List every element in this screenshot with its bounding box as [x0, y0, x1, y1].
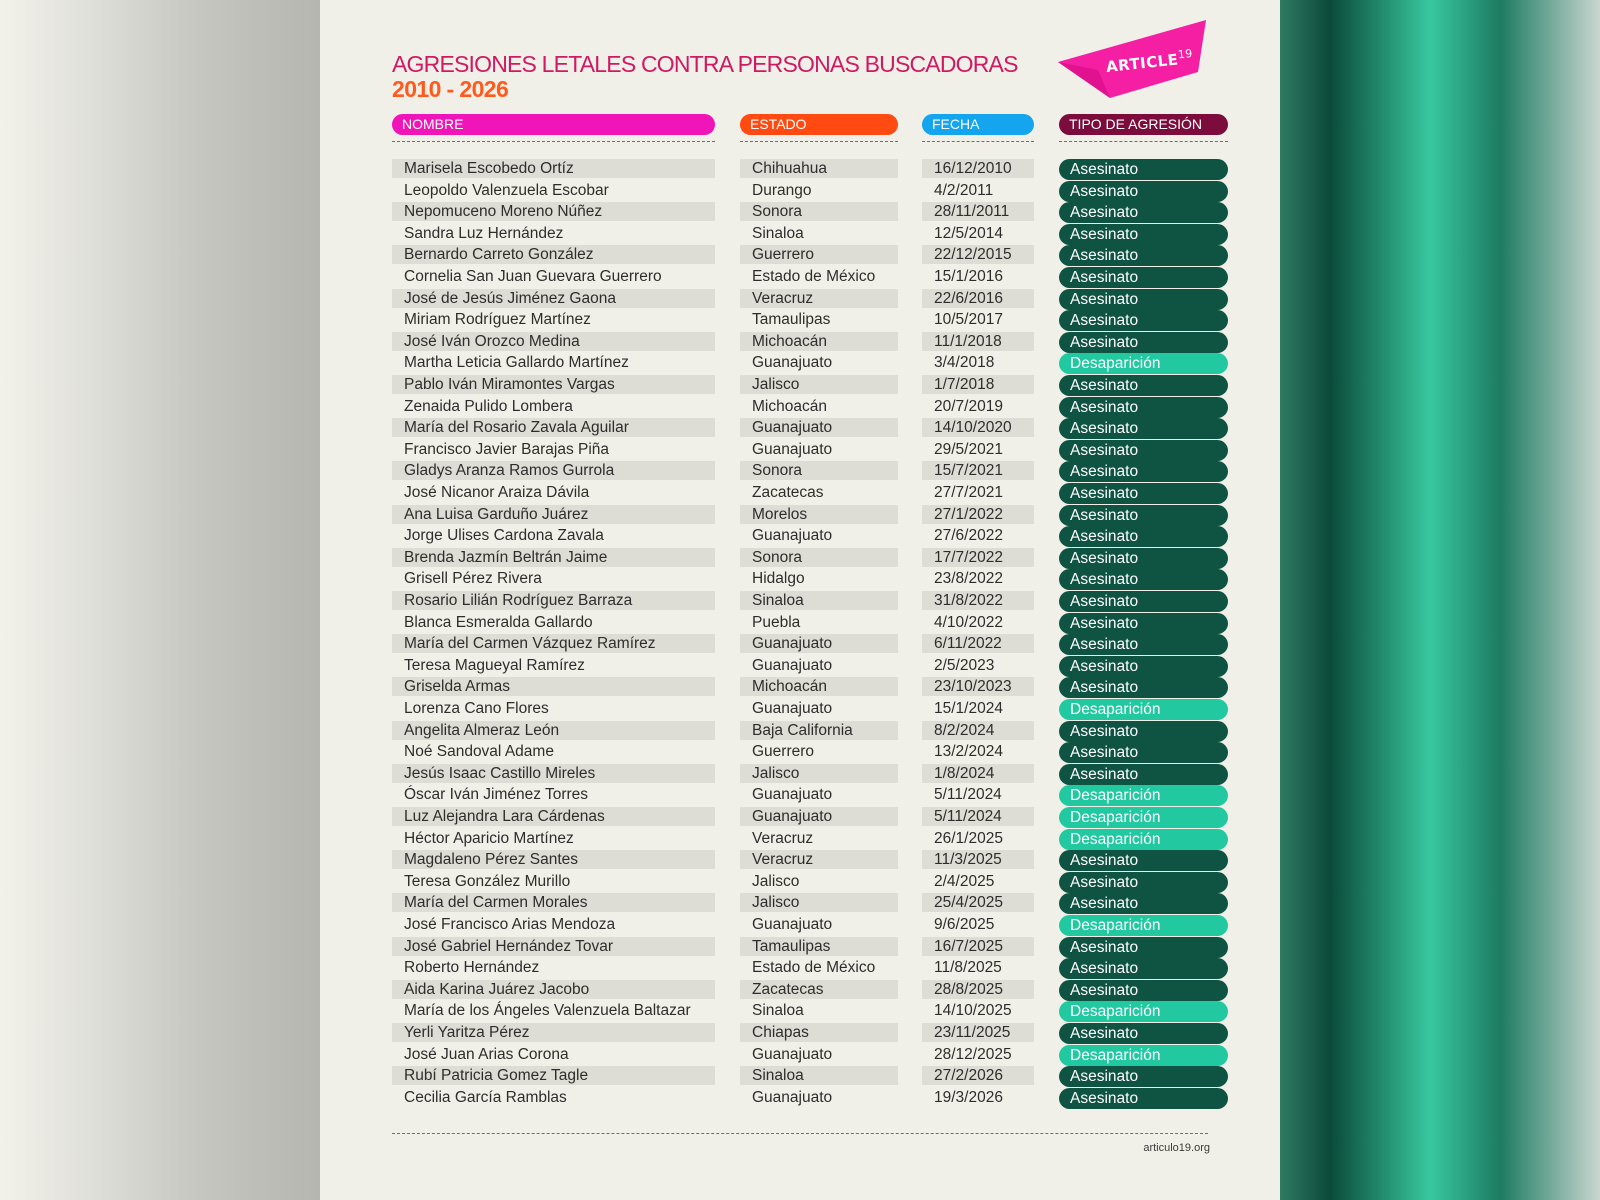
- cell-estado: Sinaloa: [740, 591, 898, 610]
- header-divider-estado: [740, 141, 898, 142]
- cell-tipo-agresion: Asesinato: [1059, 483, 1228, 504]
- logo-wordmark: ARTICLE: [1105, 50, 1180, 76]
- cell-estado: Sonora: [740, 548, 898, 567]
- cell-tipo-agresion: Asesinato: [1059, 267, 1228, 288]
- cell-tipo-agresion: Asesinato: [1059, 591, 1228, 612]
- cell-tipo-agresion: Asesinato: [1059, 634, 1228, 655]
- cell-tipo-agresion: Asesinato: [1059, 1088, 1228, 1109]
- cell-tipo-agresion: Asesinato: [1059, 418, 1228, 439]
- cell-tipo-agresion: Asesinato: [1059, 677, 1228, 698]
- cell-fecha: 16/7/2025: [922, 937, 1034, 956]
- cell-estado: Jalisco: [752, 872, 800, 890]
- header-tipo-agresion: TIPO DE AGRESIÓN: [1059, 114, 1228, 135]
- table-row: [320, 375, 1280, 396]
- cell-nombre: Héctor Aparicio Martínez: [404, 829, 574, 847]
- cell-fecha: 15/7/2021: [922, 461, 1034, 480]
- cell-nombre: Zenaida Pulido Lombera: [404, 397, 573, 415]
- cell-estado: Puebla: [752, 613, 801, 631]
- table-row: [320, 569, 1280, 590]
- cell-tipo-agresion: Asesinato: [1059, 332, 1228, 353]
- table-row: [320, 764, 1280, 785]
- logo-number: 19: [1177, 46, 1194, 62]
- cell-estado: Veracruz: [740, 289, 898, 308]
- cell-nombre: Ana Luisa Garduño Juárez: [392, 505, 715, 524]
- cell-fecha: 5/11/2024: [934, 786, 1002, 804]
- table-row: [320, 418, 1280, 439]
- cell-tipo-agresion: Desaparición: [1059, 785, 1228, 806]
- cell-estado: Durango: [752, 181, 812, 199]
- article19-logo: [1058, 20, 1208, 100]
- cell-fecha: 22/6/2016: [922, 289, 1034, 308]
- cell-tipo-agresion: Asesinato: [1059, 289, 1228, 310]
- cell-fecha: 2/5/2023: [934, 656, 995, 674]
- cell-nombre: Gladys Aranza Ramos Gurrola: [392, 461, 715, 480]
- cell-tipo-agresion: Asesinato: [1059, 159, 1228, 180]
- cell-nombre: Angelita Almeraz León: [392, 721, 715, 740]
- table-row: [320, 526, 1280, 547]
- cell-tipo-agresion: Asesinato: [1059, 461, 1228, 482]
- cell-tipo-agresion: Desaparición: [1059, 699, 1228, 720]
- header-divider-fecha: [922, 141, 1034, 142]
- cell-tipo-agresion: Asesinato: [1059, 721, 1228, 742]
- cell-estado: Veracruz: [740, 850, 898, 869]
- cell-estado: Guanajuato: [740, 634, 898, 653]
- table-row: [320, 721, 1280, 742]
- cell-nombre: José Francisco Arias Mendoza: [404, 916, 616, 933]
- cell-fecha: 3/4/2018: [934, 354, 995, 372]
- cell-tipo-agresion: Asesinato: [1059, 742, 1228, 763]
- cell-fecha: 6/11/2022: [922, 634, 1034, 653]
- page-title: [392, 52, 1018, 102]
- cell-tipo-agresion: Asesinato: [1059, 1066, 1228, 1087]
- cell-tipo-agresion: Asesinato: [1059, 548, 1228, 569]
- header-divider-tipo: [1059, 141, 1228, 142]
- table-row: [320, 332, 1280, 353]
- table-row: [320, 181, 1280, 202]
- cell-tipo-agresion: Asesinato: [1059, 764, 1228, 785]
- table-row: [320, 440, 1280, 461]
- table-row: [320, 893, 1280, 914]
- table-row: [320, 850, 1280, 871]
- table-row: [320, 699, 1280, 720]
- cell-fecha: 11/3/2025: [922, 850, 1034, 869]
- cell-nombre: Griselda Armas: [392, 677, 715, 696]
- table-row: [320, 1088, 1280, 1109]
- cell-nombre: Rubí Patricia Gomez Tagle: [392, 1066, 715, 1085]
- title-years: 2010 - 2026: [392, 76, 509, 102]
- cell-nombre: Cornelia San Juan Guevara Guerrero: [404, 268, 662, 285]
- cell-nombre: Aida Karina Juárez Jacobo: [392, 980, 715, 999]
- table-row: [320, 915, 1280, 936]
- cell-tipo-agresion: Asesinato: [1059, 526, 1228, 547]
- cell-nombre: Luz Alejandra Lara Cárdenas: [392, 807, 715, 826]
- cell-nombre: Martha Leticia Gallardo Martínez: [404, 354, 629, 372]
- cell-fecha: 23/8/2022: [934, 570, 1003, 588]
- cell-tipo-agresion: Asesinato: [1059, 397, 1228, 418]
- cell-nombre: Blanca Esmeralda Gallardo: [404, 613, 593, 631]
- cell-estado: Guerrero: [740, 245, 898, 264]
- cell-fecha: 1/7/2018: [922, 375, 1034, 394]
- cell-nombre: María de los Ángeles Valenzuela Baltazar: [404, 1002, 691, 1020]
- cell-fecha: 27/7/2021: [934, 484, 1003, 501]
- footer-url: articulo19.org: [1143, 1142, 1210, 1154]
- table-row: [320, 397, 1280, 418]
- cell-estado: Sinaloa: [740, 1066, 898, 1085]
- cell-tipo-agresion: Asesinato: [1059, 613, 1228, 634]
- header-nombre: NOMBRE: [392, 114, 715, 135]
- cell-nombre: Yerli Yaritza Pérez: [392, 1023, 715, 1042]
- cell-nombre: Sandra Luz Hernández: [404, 224, 564, 242]
- table-row: [320, 202, 1280, 223]
- table-row: [320, 461, 1280, 482]
- cell-estado: Michoacán: [740, 677, 898, 696]
- cell-estado: Guanajuato: [752, 786, 833, 804]
- table-row: [320, 505, 1280, 526]
- cell-tipo-agresion: Asesinato: [1059, 440, 1228, 461]
- cell-nombre: Lorenza Cano Flores: [404, 700, 549, 717]
- cell-estado: Guerrero: [752, 743, 815, 761]
- table-row: [320, 267, 1280, 288]
- cell-nombre: Teresa González Murillo: [404, 872, 571, 890]
- header-estado: ESTADO: [740, 114, 898, 135]
- cell-fecha: 25/4/2025: [922, 893, 1034, 912]
- cell-nombre: Óscar Iván Jiménez Torres: [404, 786, 589, 804]
- cell-fecha: 15/1/2024: [934, 700, 1003, 717]
- cell-fecha: 27/2/2026: [922, 1066, 1034, 1085]
- cell-fecha: 11/1/2018: [922, 332, 1034, 351]
- table-row: [320, 1066, 1280, 1087]
- table-row: [320, 634, 1280, 655]
- cell-nombre: Francisco Javier Barajas Piña: [404, 440, 610, 458]
- cell-estado: Guanajuato: [752, 354, 833, 372]
- cell-tipo-agresion: Asesinato: [1059, 850, 1228, 871]
- table-row: [320, 353, 1280, 374]
- cell-fecha: 22/12/2015: [922, 245, 1034, 264]
- cell-tipo-agresion: Asesinato: [1059, 375, 1228, 396]
- cell-estado: Michoacán: [740, 332, 898, 351]
- cell-tipo-agresion: Desaparición: [1059, 353, 1228, 374]
- cell-estado: Guanajuato: [752, 656, 833, 674]
- header-fecha: FECHA: [922, 114, 1034, 135]
- cell-tipo-agresion: Asesinato: [1059, 980, 1228, 1001]
- cell-nombre: José Iván Orozco Medina: [392, 332, 715, 351]
- cell-fecha: 23/11/2025: [922, 1023, 1034, 1042]
- cell-fecha: 23/10/2023: [922, 677, 1034, 696]
- cell-tipo-agresion: Asesinato: [1059, 245, 1228, 266]
- table-row: [320, 310, 1280, 331]
- table-row: [320, 785, 1280, 806]
- cell-nombre: Miriam Rodríguez Martínez: [404, 311, 591, 329]
- cell-estado: Sinaloa: [752, 224, 804, 242]
- cell-tipo-agresion: Asesinato: [1059, 181, 1228, 202]
- table-row: [320, 245, 1280, 266]
- cell-fecha: 27/6/2022: [934, 527, 1003, 545]
- cell-estado: Zacatecas: [740, 980, 898, 999]
- cell-estado: Veracruz: [752, 829, 814, 847]
- cell-nombre: Jesús Isaac Castillo Mireles: [392, 764, 715, 783]
- cell-tipo-agresion: Asesinato: [1059, 872, 1228, 893]
- table-row: [320, 289, 1280, 310]
- cell-fecha: 31/8/2022: [922, 591, 1034, 610]
- cell-nombre: Grisell Pérez Rivera: [404, 570, 542, 588]
- table-row: [320, 613, 1280, 634]
- table-row: [320, 483, 1280, 504]
- cell-fecha: 28/12/2025: [934, 1045, 1012, 1063]
- cell-estado: Guanajuato: [752, 1088, 833, 1106]
- cell-tipo-agresion: Asesinato: [1059, 202, 1228, 223]
- table-row: [320, 159, 1280, 180]
- cell-fecha: 17/7/2022: [922, 548, 1034, 567]
- cell-nombre: María del Carmen Vázquez Ramírez: [392, 634, 715, 653]
- cell-fecha: 26/1/2025: [934, 829, 1003, 847]
- cell-nombre: Brenda Jazmín Beltrán Jaime: [392, 548, 715, 567]
- cell-estado: Morelos: [740, 505, 898, 524]
- cell-nombre: Roberto Hernández: [404, 959, 540, 977]
- cell-fecha: 14/10/2025: [934, 1002, 1012, 1020]
- cell-fecha: 28/8/2025: [922, 980, 1034, 999]
- table-row: [320, 677, 1280, 698]
- cell-nombre: Jorge Ulises Cardona Zavala: [404, 527, 604, 545]
- table-row: [320, 656, 1280, 677]
- cell-estado: Baja California: [740, 721, 898, 740]
- cell-nombre: Noé Sandoval Adame: [404, 743, 554, 761]
- cell-fecha: 2/4/2025: [934, 872, 995, 890]
- cell-fecha: 1/8/2024: [922, 764, 1034, 783]
- cell-tipo-agresion: Asesinato: [1059, 937, 1228, 958]
- cell-estado: Chihuahua: [740, 159, 898, 178]
- cell-fecha: 12/5/2014: [934, 224, 1003, 242]
- cell-estado: Jalisco: [740, 764, 898, 783]
- cell-estado: Sonora: [740, 461, 898, 480]
- title-main: AGRESIONES LETALES CONTRA PERSONAS BUSCADORAS: [392, 51, 1018, 77]
- cell-nombre: Marisela Escobedo Ortíz: [392, 159, 715, 178]
- cell-tipo-agresion: Desaparición: [1059, 807, 1228, 828]
- cell-nombre: María del Rosario Zavala Aguilar: [392, 418, 715, 437]
- table-row: [320, 980, 1280, 1001]
- cell-estado: Zacatecas: [752, 484, 824, 501]
- cell-tipo-agresion: Asesinato: [1059, 224, 1228, 245]
- table-row: [320, 591, 1280, 612]
- table-row: [320, 224, 1280, 245]
- cell-nombre: Pablo Iván Miramontes Vargas: [392, 375, 715, 394]
- cell-tipo-agresion: Asesinato: [1059, 893, 1228, 914]
- table-row: [320, 1001, 1280, 1022]
- footer-divider: [392, 1133, 1208, 1134]
- cell-estado: Jalisco: [740, 893, 898, 912]
- cell-estado: Guanajuato: [740, 807, 898, 826]
- cell-fecha: 14/10/2020: [922, 418, 1034, 437]
- cell-fecha: 8/2/2024: [922, 721, 1034, 740]
- cell-estado: Sonora: [740, 202, 898, 221]
- cell-nombre: José Gabriel Hernández Tovar: [392, 937, 715, 956]
- cell-fecha: 15/1/2016: [934, 268, 1003, 285]
- infographic-page: [320, 0, 1280, 1200]
- cell-estado: Tamaulipas: [752, 311, 831, 329]
- cell-estado: Guanajuato: [752, 440, 833, 458]
- cell-nombre: José de Jesús Jiménez Gaona: [392, 289, 715, 308]
- cell-fecha: 9/6/2025: [934, 916, 995, 933]
- cell-estado: Tamaulipas: [740, 937, 898, 956]
- cell-fecha: 28/11/2011: [922, 202, 1034, 221]
- cell-tipo-agresion: Asesinato: [1059, 310, 1228, 331]
- cell-estado: Estado de México: [752, 959, 876, 977]
- cell-tipo-agresion: Desaparición: [1059, 1001, 1228, 1022]
- cell-estado: Hidalgo: [752, 570, 805, 588]
- cell-tipo-agresion: Asesinato: [1059, 505, 1228, 526]
- cell-tipo-agresion: Desaparición: [1059, 915, 1228, 936]
- cell-tipo-agresion: Desaparición: [1059, 1045, 1228, 1066]
- cell-nombre: Teresa Magueyal Ramírez: [404, 656, 585, 674]
- cell-fecha: 13/2/2024: [934, 743, 1003, 761]
- cell-nombre: Leopoldo Valenzuela Escobar: [404, 181, 609, 199]
- cell-tipo-agresion: Asesinato: [1059, 569, 1228, 590]
- cell-fecha: 4/10/2022: [934, 613, 1003, 631]
- cell-estado: Estado de México: [752, 268, 876, 285]
- header-divider-nombre: [392, 141, 715, 142]
- cell-fecha: 4/2/2011: [934, 181, 994, 199]
- cell-estado: Guanajuato: [740, 418, 898, 437]
- table-row: [320, 548, 1280, 569]
- cell-fecha: 16/12/2010: [922, 159, 1034, 178]
- table-row: [320, 1045, 1280, 1066]
- cell-estado: Jalisco: [740, 375, 898, 394]
- cell-tipo-agresion: Asesinato: [1059, 958, 1228, 979]
- cell-estado: Guanajuato: [752, 527, 833, 545]
- cell-tipo-agresion: Asesinato: [1059, 656, 1228, 677]
- table-row: [320, 807, 1280, 828]
- table-row: [320, 958, 1280, 979]
- cell-estado: Guanajuato: [752, 1045, 833, 1063]
- cell-tipo-agresion: Asesinato: [1059, 1023, 1228, 1044]
- cell-fecha: 11/8/2025: [934, 959, 1002, 977]
- cell-nombre: Cecilia García Ramblas: [404, 1088, 567, 1106]
- cell-estado: Guanajuato: [752, 916, 833, 933]
- cell-fecha: 5/11/2024: [922, 807, 1034, 826]
- cell-nombre: José Nicanor Araiza Dávila: [404, 484, 590, 501]
- table-row: [320, 742, 1280, 763]
- cell-fecha: 29/5/2021: [934, 440, 1003, 458]
- table-row: [320, 937, 1280, 958]
- cell-estado: Michoacán: [752, 397, 827, 415]
- cell-fecha: 10/5/2017: [934, 311, 1003, 329]
- cell-estado: Guanajuato: [752, 700, 833, 717]
- table-row: [320, 829, 1280, 850]
- cell-nombre: Nepomuceno Moreno Núñez: [392, 202, 715, 221]
- cell-nombre: José Juan Arias Corona: [404, 1045, 569, 1063]
- table-row: [320, 872, 1280, 893]
- table-row: [320, 1023, 1280, 1044]
- cell-nombre: María del Carmen Morales: [392, 893, 715, 912]
- cell-fecha: 20/7/2019: [934, 397, 1003, 415]
- cell-tipo-agresion: Desaparición: [1059, 829, 1228, 850]
- cell-nombre: Rosario Lilián Rodríguez Barraza: [392, 591, 715, 610]
- cell-estado: Sinaloa: [752, 1002, 804, 1020]
- cell-nombre: Bernardo Carreto González: [392, 245, 715, 264]
- cell-fecha: 27/1/2022: [922, 505, 1034, 524]
- cell-fecha: 19/3/2026: [934, 1088, 1003, 1106]
- cell-estado: Chiapas: [740, 1023, 898, 1042]
- cell-nombre: Magdaleno Pérez Santes: [392, 850, 715, 869]
